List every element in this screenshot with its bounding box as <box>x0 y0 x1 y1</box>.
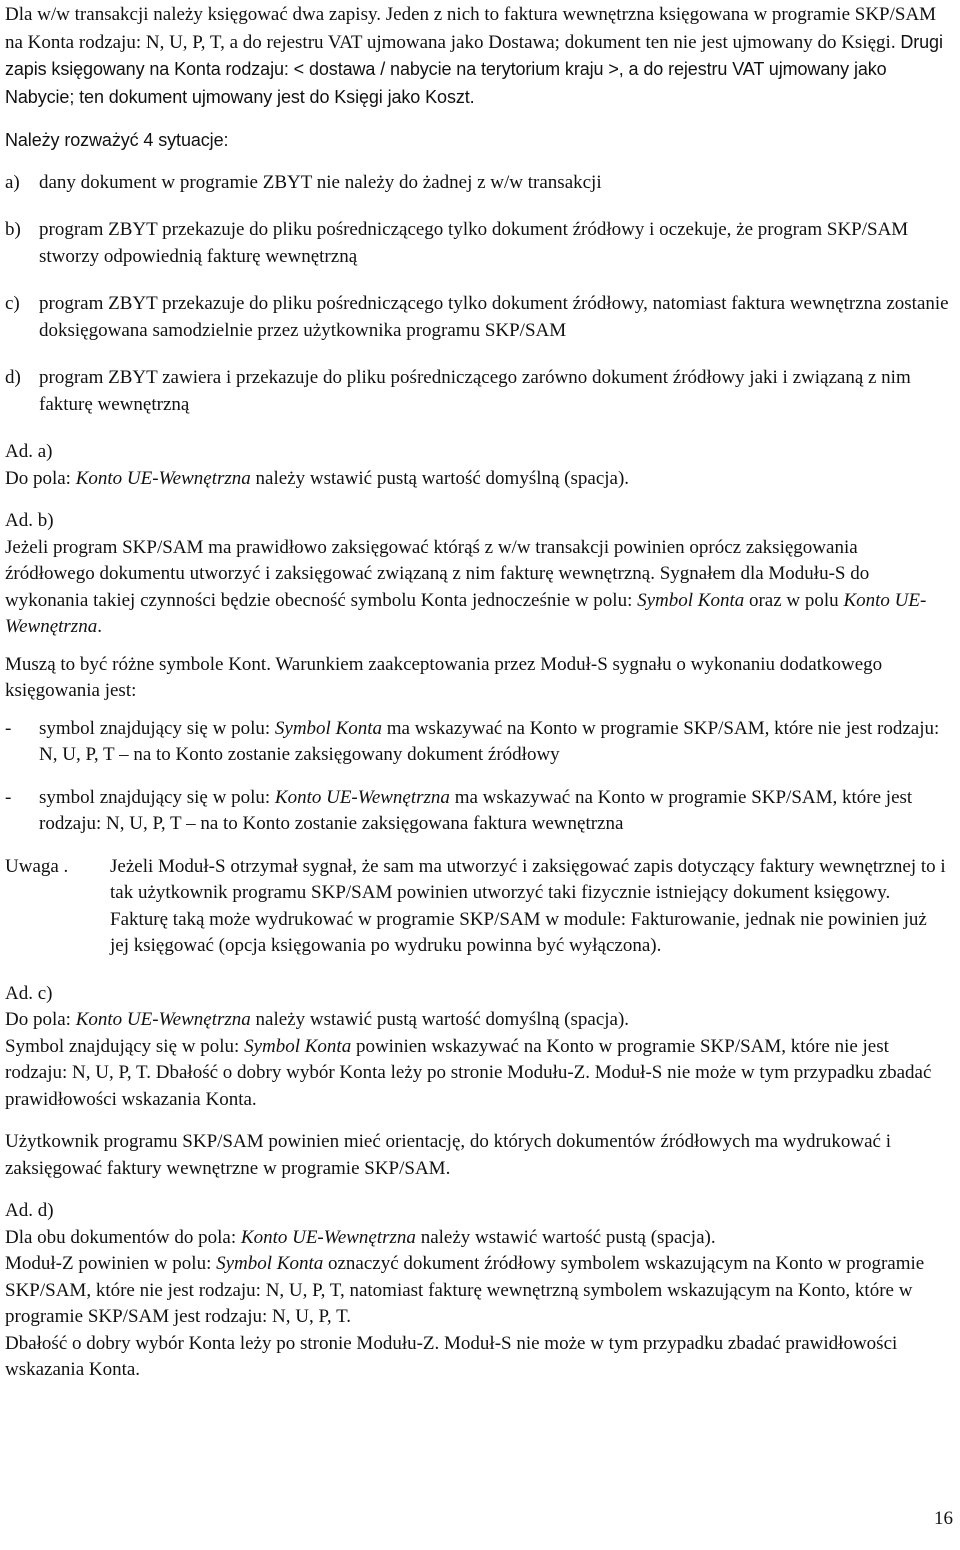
text-run: . <box>97 616 102 637</box>
text-run: Symbol znajdujący się w polu: <box>5 1035 245 1057</box>
ad-c-line-1 <box>5 1007 950 1034</box>
text-run: ma wskazywać na Konto w programie SKP/SAM, które jest rodzaju: N, U, P, T – na to Konto zostanie zaksięgowana faktura wewnętrzna <box>39 786 913 834</box>
note-label: Uwaga . <box>5 855 69 877</box>
situations-heading: Należy rozważyć 4 sytuacje: <box>5 130 229 150</box>
bullet-dash: - <box>5 786 12 808</box>
text-run: należy wstawić wartość pustą (spacja). <box>415 1226 716 1248</box>
ad-b-paragraph-1 <box>5 535 950 641</box>
bullet-dash: - <box>5 717 12 739</box>
text-run: oznaczyć dokument źródłowy symbolem wskazującym na Konto w programie SKP/SAM, które nie jest rodzaju: N, U, P, T, natomiast fakturę wewnętrzną symbolem wskazującym na Konto, które w programie SKP/SAM jest rodzaju: N, U, P, T. <box>5 1253 925 1327</box>
field-name: Konto UE-Wewnętrzna <box>75 1009 251 1030</box>
text-run: symbol znajdujący się w polu: <box>39 786 275 808</box>
text-run: Dla obu dokumentów do pola: <box>5 1226 241 1248</box>
text-run: Do pola: <box>5 1009 76 1030</box>
ad-c-paragraph-2: Użytkownik programu SKP/SAM powinien mieć orientację, do których dokumentów źródłowych ma wydrukować i zaksięgować faktury wewnętrzne w programie SKP/SAM. <box>5 1131 891 1179</box>
situation-text: dany dokument w programie ZBYT nie należy do żadnej z w/w transakcji <box>39 171 602 193</box>
ad-d-line-2 <box>5 1251 950 1331</box>
text-run: symbol znajdujący się w polu: <box>39 717 275 739</box>
text-run: Do pola: <box>5 467 76 489</box>
ad-b-note <box>5 854 950 960</box>
situation-d <box>5 365 950 418</box>
field-name: Symbol Konta <box>244 1035 352 1057</box>
note-text: Jeżeli Moduł-S otrzymał sygnał, że sam ma utworzyć i zaksięgować zapis dotyczący faktury wewnętrznej to i tak użytkownik programu SKP/SAM powinien utworzyć taki fizycznie istniejący dokument księgowy. Fakturę taką może wydrukować w programie SKP/SAM w module: Fakturowanie, jednak nie powinien już jej księgować (opcja księgowania po wydruku powinna być wyłączona). <box>110 855 946 956</box>
ad-b-paragraph-2: Muszą to być różne symbole Kont. Warunkiem zaakceptowania przez Moduł-S sygnału o wykonaniu dodatkowego księgowania jest: <box>5 653 883 701</box>
document-page <box>5 2 950 1384</box>
situation-label: a) <box>5 171 20 193</box>
ad-d-heading: Ad. d) <box>5 1200 54 1221</box>
intro-text-1: Dla w/w transakcji należy księgować dwa zapisy. Jeden z nich to faktura wewnętrzna księgowana w programie SKP/SAM na Konta rodzaju: N, U, P, T, a do rejestru VAT ujmowana jako Dostawa; dokument ten nie jest ujmowany do Księgi. <box>5 4 937 53</box>
situation-text: program ZBYT przekazuje do pliku pośredniczącego tylko dokument źródłowy, natomiast faktura wewnętrzna zostanie doksięgowana samodzielnie przez użytkownika programu SKP/SAM <box>39 293 949 341</box>
field-name: Symbol Konta <box>216 1253 324 1274</box>
situation-label: b) <box>5 219 21 240</box>
field-name: Symbol Konta <box>274 717 383 739</box>
situation-b <box>5 217 950 270</box>
field-name: Konto UE-Wewnętrzna <box>75 467 251 489</box>
text-run: oraz w polu <box>744 589 844 611</box>
ad-b-bullet-1 <box>5 716 950 769</box>
situation-a <box>5 170 950 197</box>
ad-c-line-2 <box>5 1034 950 1114</box>
ad-a-heading: Ad. a) <box>5 441 53 462</box>
text-run: Moduł-Z powinien w polu: <box>5 1253 217 1274</box>
bullet-text <box>39 716 950 769</box>
intro-text-2: Drugi zapis księgowany na Konta rodzaju: < dostawa / nabycie na terytorium kraju >, a do rejestru VAT ujmowany jako Nabycie; ten dokument ujmowany jest do Księgi jako Koszt. <box>5 31 943 107</box>
field-name: Konto UE-Wewnętrzna <box>5 589 927 637</box>
text-run: należy wstawić pustą wartość domyślną (spacja). <box>250 1009 630 1030</box>
situation-text: program ZBYT przekazuje do pliku pośredniczącego tylko dokument źródłowy i oczekuje, że program SKP/SAM stworzy odpowiednią fakturę wewnętrzną <box>39 219 909 267</box>
ad-b-heading: Ad. b) <box>5 510 54 531</box>
page-number: 16 <box>934 1508 953 1529</box>
ad-b-bullet-2 <box>5 785 950 838</box>
bullet-text <box>39 785 950 838</box>
field-name: Konto UE-Wewnętrzna <box>274 786 450 808</box>
text-run: należy wstawić pustą wartość domyślną (spacja). <box>250 467 630 489</box>
field-name: Symbol Konta <box>637 589 745 611</box>
ad-a-line-1 <box>5 466 950 493</box>
ad-d-line-3: Dbałość o dobry wybór Konta leży po stronie Modułu-Z. Moduł-S nie może w tym przypadku zbadać prawidłowości wskazania Konta. <box>5 1332 898 1380</box>
situation-label: c) <box>5 293 20 314</box>
text-run: ma wskazywać na Konto w programie SKP/SAM, które nie jest rodzaju: N, U, P, T – na to Konto zostanie zaksięgowany dokument źródłowy <box>39 717 940 765</box>
text-run: powinien wskazywać na Konto w programie SKP/SAM, które nie jest rodzaju: N, U, P, T. Dbałość o dobry wybór Konta leży po stronie Modułu-Z. Moduł-S nie może w tym przypadku zbadać prawidłowości wskazania Konta. <box>5 1035 932 1110</box>
situation-c <box>5 291 950 344</box>
intro-paragraph <box>5 2 950 111</box>
ad-d-line-1 <box>5 1225 950 1252</box>
ad-c-heading: Ad. c) <box>5 982 53 1004</box>
text-run: Jeżeli program SKP/SAM ma prawidłowo zaksięgować którąś z w/w transakcji powinien oprócz zaksięgowania źródłowego dokumentu utworzyć i zaksięgować związaną z nim fakturę wewnętrzną. Sygnałem dla Modułu-S do wykonania takiej czynności będzie obecność symbolu Konta jednocześnie w polu: <box>5 536 870 611</box>
situation-text: program ZBYT zawiera i przekazuje do pliku pośredniczącego zarówno dokument źródłowy jaki i związaną z nim fakturę wewnętrzną <box>39 367 911 415</box>
situation-label: d) <box>5 367 21 388</box>
field-name: Konto UE-Wewnętrzna <box>240 1226 416 1248</box>
